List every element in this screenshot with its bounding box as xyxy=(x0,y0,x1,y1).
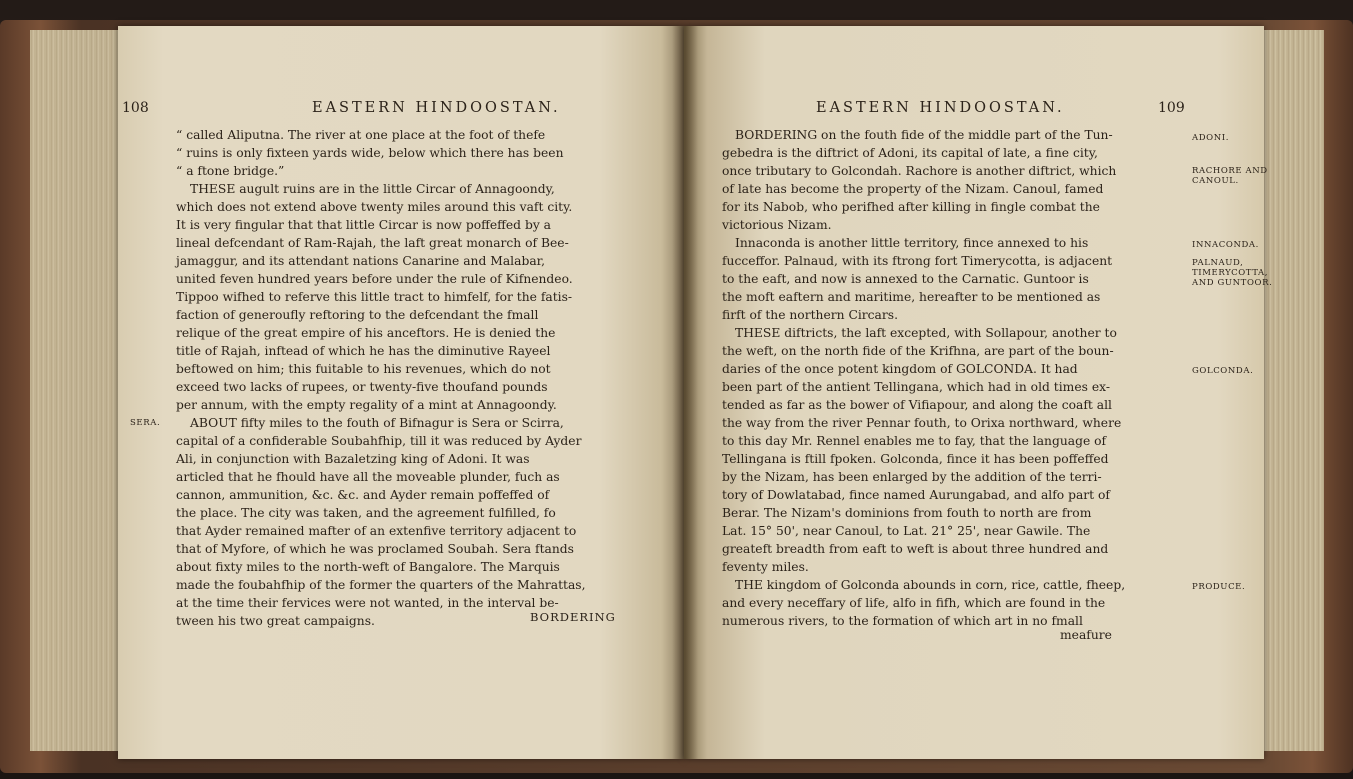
text-line: exceed two lacks of rupees, or twenty-five thoufand pounds xyxy=(176,380,548,394)
text-line: for its Nabob, who perifhed after killing in fingle combat the xyxy=(722,200,1100,214)
left-catchword: BORDERING xyxy=(530,610,616,624)
text-line: by the Nizam, has been enlarged by the addition of the terri- xyxy=(722,470,1102,484)
text-line: Berar. The Nizam's dominions from fouth to north are from xyxy=(722,506,1092,520)
text-line: at the time their fervices were not wanted, in the interval be- xyxy=(176,596,559,610)
margin-note: TIMERYCOTTA, xyxy=(1192,268,1269,278)
text-line: capital of a confiderable Soubahfhip, till it was reduced by Ayder xyxy=(176,434,582,448)
text-line: THESE augult ruins are in the little Circar of Annagoondy, xyxy=(190,182,555,196)
text-line: that of Myfore, of which he was proclamed Soubah. Sera ftands xyxy=(176,542,574,556)
text-line: fucceffor. Palnaud, with its ftrong fort Timerycotta, is adjacent xyxy=(722,254,1113,268)
text-line: Ali, in conjunction with Bazaletzing king of Adoni. It was xyxy=(176,452,530,466)
text-line: victorious Nizam. xyxy=(722,218,832,232)
text-line: Tellingana is ftill fpoken. Golconda, fince it has been poffeffed xyxy=(722,452,1109,466)
text-line: jamaggur, and its attendant nations Canarine and Malabar, xyxy=(176,254,546,268)
left-page-edges xyxy=(30,30,120,751)
text-line: It is very fingular that that little Circar is now poffeffed by a xyxy=(176,218,552,232)
text-line: lineal defcendant of Ram-Rajah, the laft great monarch of Bee- xyxy=(176,236,569,250)
text-line: to this day Mr. Rennel enables me to fay, that the language of xyxy=(722,434,1107,448)
text-line: daries of the once potent kingdom of GOLCONDA. It had xyxy=(722,362,1078,376)
text-line: BORDERING on the fouth fide of the middle part of the Tun- xyxy=(735,128,1113,142)
text-line: “ called Aliputna. The river at one place at the foot of thefe xyxy=(176,128,546,142)
text-line: THE kingdom of Golconda abounds in corn, rice, cattle, fheep, xyxy=(735,578,1126,592)
text-line: “ a ftone bridge.” xyxy=(176,164,285,178)
text-line: the moft eaftern and maritime, hereafter to be mentioned as xyxy=(722,290,1101,304)
margin-note: CANOUL. xyxy=(1192,176,1239,186)
text-line: cannon, ammunition, &c. &c. and Ayder remain poffeffed of xyxy=(176,488,550,502)
text-line: “ ruins is only fixteen yards wide, below which there has been xyxy=(176,146,564,160)
right-running-head: EASTERN HINDOOSTAN. xyxy=(816,100,1065,116)
left-running-head: EASTERN HINDOOSTAN. xyxy=(312,100,561,116)
text-line: greateft breadth from eaft to weft is about three hundred and xyxy=(722,542,1109,556)
text-line: gebedra is the diftrict of Adoni, its capital of late, a fine city, xyxy=(722,146,1098,160)
text-line: tween his two great campaigns. xyxy=(176,614,375,628)
text-line: that Ayder remained mafter of an extenfive territory adjacent to xyxy=(176,524,577,538)
text-line: of late has become the property of the Nizam. Canoul, famed xyxy=(722,182,1104,196)
margin-note: AND GUNTOOR. xyxy=(1192,278,1273,288)
margin-note: ADONI. xyxy=(1192,133,1230,143)
left-page-number: 108 xyxy=(122,100,149,116)
text-line: title of Rajah, inftead of which he has the diminutive Rayeel xyxy=(176,344,551,358)
text-line: the place. The city was taken, and the agreement fulfilled, fo xyxy=(176,506,556,520)
book-gutter xyxy=(672,26,698,759)
text-line: per annum, with the empty regality of a mint at Annagoondy. xyxy=(176,398,557,412)
text-line: faction of generoufly reftoring to the defcendant the fmall xyxy=(176,308,539,322)
text-line: tended as far as the bower of Vifiapour, and along the coaft all xyxy=(722,398,1112,412)
text-line: united feven hundred years before under the rule of Kifnendeo. xyxy=(176,272,573,286)
margin-note: PRODUCE. xyxy=(1192,582,1246,592)
text-line: relique of the great empire of his anceftors. He is denied the xyxy=(176,326,556,340)
text-line: Tippoo wifhed to referve this little tract to himfelf, for the fatis- xyxy=(176,290,573,304)
margin-note: GOLCONDA. xyxy=(1192,366,1254,376)
text-line: and every neceffary of life, alfo in fifh, which are found in the xyxy=(722,596,1106,610)
text-line: THESE diftricts, the laft excepted, with Sollapour, another to xyxy=(735,326,1117,340)
margin-note: SERA. xyxy=(130,418,161,428)
text-line: once tributary to Golcondah. Rachore is another diftrict, which xyxy=(722,164,1117,178)
text-line: the way from the river Pennar fouth, to Orixa northward, where xyxy=(722,416,1122,430)
text-line: feventy miles. xyxy=(722,560,809,574)
text-line: which does not extend above twenty miles around this vaft city. xyxy=(176,200,573,214)
text-line: tory of Dowlatabad, fince named Aurungabad, and alfo part of xyxy=(722,488,1110,502)
text-line: articled that he fhould have all the moveable plunder, fuch as xyxy=(176,470,560,484)
text-line: made the foubahfhip of the former the quarters of the Mahrattas, xyxy=(176,578,586,592)
text-line: Lat. 15° 50', near Canoul, to Lat. 21° 25', near Gawile. The xyxy=(722,524,1091,538)
right-catchword: meafure xyxy=(1060,628,1112,642)
margin-note: RACHORE AND xyxy=(1192,166,1268,176)
text-line: to the eaft, and now is annexed to the Carnatic. Guntoor is xyxy=(722,272,1089,286)
text-line: the weft, on the north fide of the Krifhna, are part of the boun- xyxy=(722,344,1114,358)
right-page-edges xyxy=(1262,30,1324,751)
text-line: about fixty miles to the north-weft of Bangalore. The Marquis xyxy=(176,560,560,574)
text-line: Innaconda is another little territory, fince annexed to his xyxy=(735,236,1089,250)
text-line: ABOUT fifty miles to the fouth of Bifnagur is Sera or Scirra, xyxy=(190,416,564,430)
text-line: firft of the northern Circars. xyxy=(722,308,898,322)
text-line: numerous rivers, to the formation of which art in no fmall xyxy=(722,614,1083,628)
right-page-number: 109 xyxy=(1158,100,1185,116)
margin-note: INNACONDA. xyxy=(1192,240,1259,250)
margin-note: PALNAUD, xyxy=(1192,258,1244,268)
text-line: been part of the antient Tellingana, which had in old times ex- xyxy=(722,380,1110,394)
text-line: beftowed on him; this fuitable to his revenues, which do not xyxy=(176,362,551,376)
